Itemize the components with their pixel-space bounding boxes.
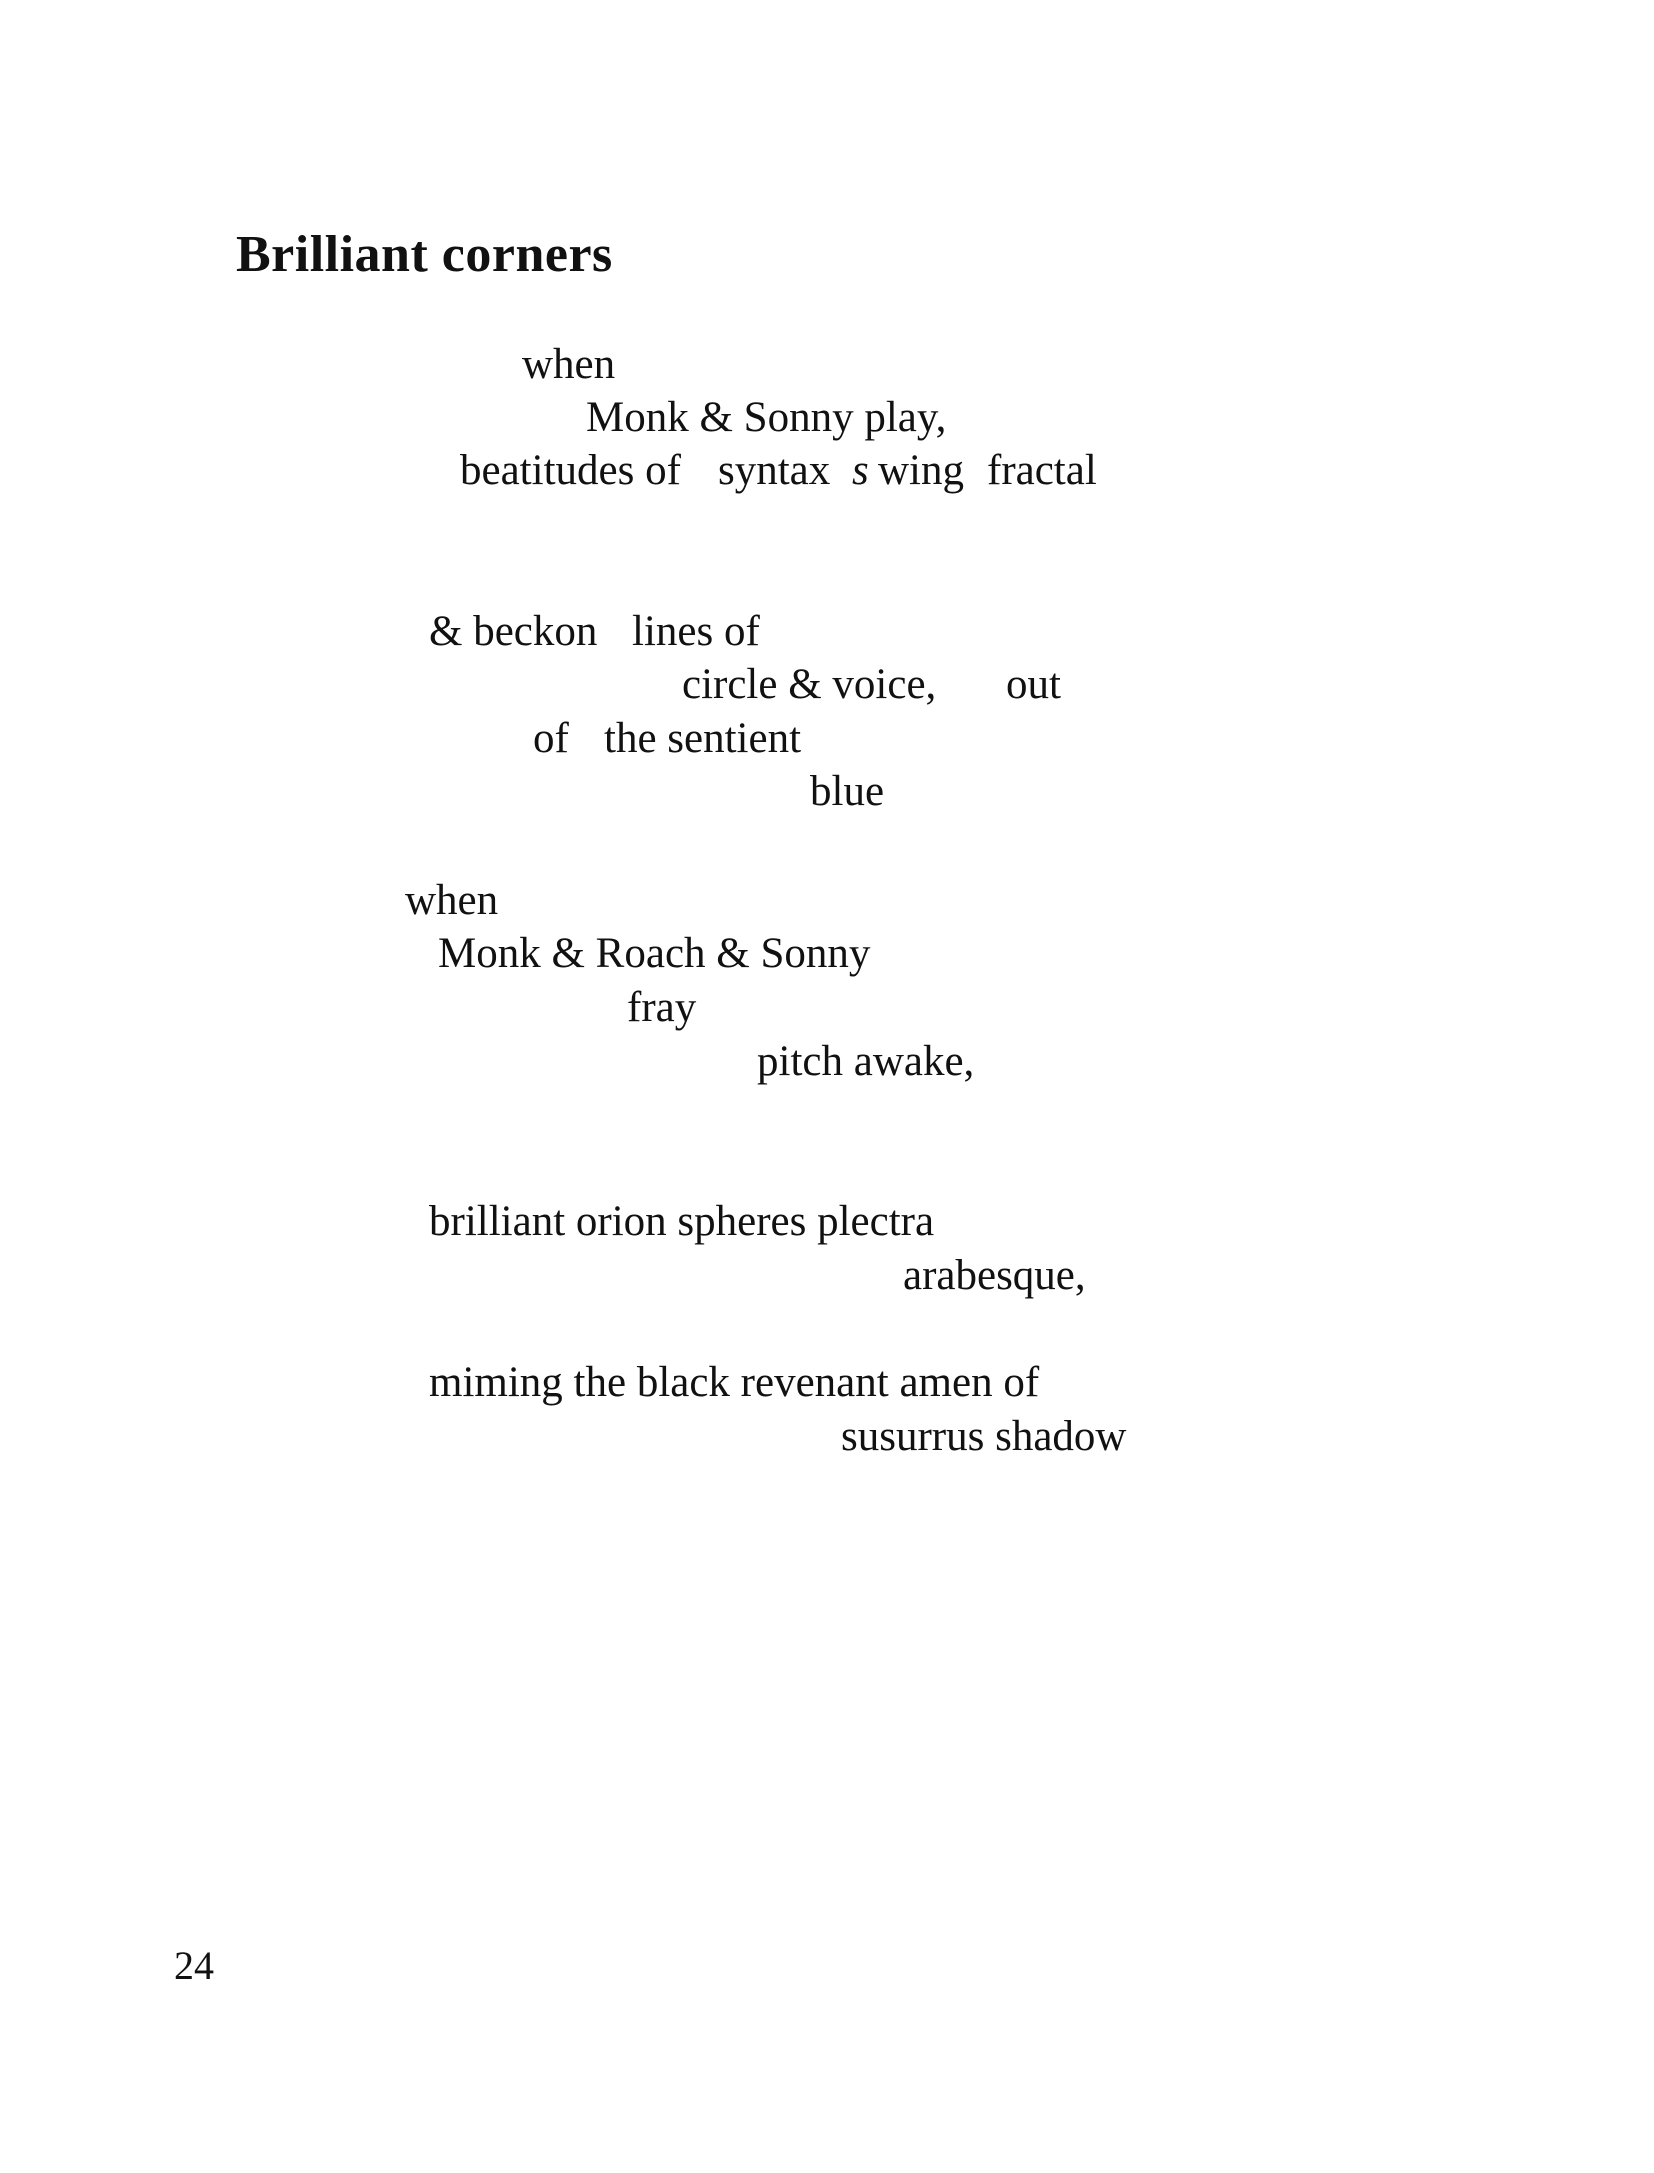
poem-word-when-2: when	[405, 877, 499, 924]
poem-line-monk-roach-sonny: Monk & Roach & Sonny	[438, 930, 871, 977]
poem-line-susurrus-shadow: susurrus shadow	[841, 1413, 1127, 1460]
poem-line-monk-sonny-play: Monk & Sonny play,	[586, 394, 947, 441]
poem-letter-s: s	[852, 447, 869, 494]
poem-word-out: out	[1006, 661, 1061, 708]
poem-line-brilliant-orion: brilliant orion spheres plectra	[429, 1198, 935, 1245]
poem-word-beatitudes-of: beatitudes of	[460, 447, 681, 494]
poem-word-the-sentient: the sentient	[604, 715, 802, 762]
poem-line-circle-voice: circle & voice,	[682, 661, 937, 708]
poem-line-miming: miming the black revenant amen of	[429, 1359, 1040, 1406]
poem-word-arabesque: arabesque,	[903, 1252, 1086, 1299]
poem-word-beckon: & beckon	[429, 608, 598, 655]
poem-word-wing: wing	[878, 447, 964, 494]
poem-word-when-1: when	[522, 341, 616, 388]
poem-word-fractal: fractal	[987, 447, 1097, 494]
poem-word-lines-of: lines of	[632, 608, 760, 655]
poem-word-syntax: syntax	[718, 447, 831, 494]
poem-word-fray: fray	[627, 984, 697, 1031]
page-number: 24	[174, 1943, 214, 1988]
poem-title: Brilliant corners	[236, 226, 613, 283]
poem-word-blue: blue	[810, 768, 885, 815]
poem-line-pitch-awake: pitch awake,	[757, 1038, 975, 1085]
poem-word-of: of	[533, 715, 569, 762]
